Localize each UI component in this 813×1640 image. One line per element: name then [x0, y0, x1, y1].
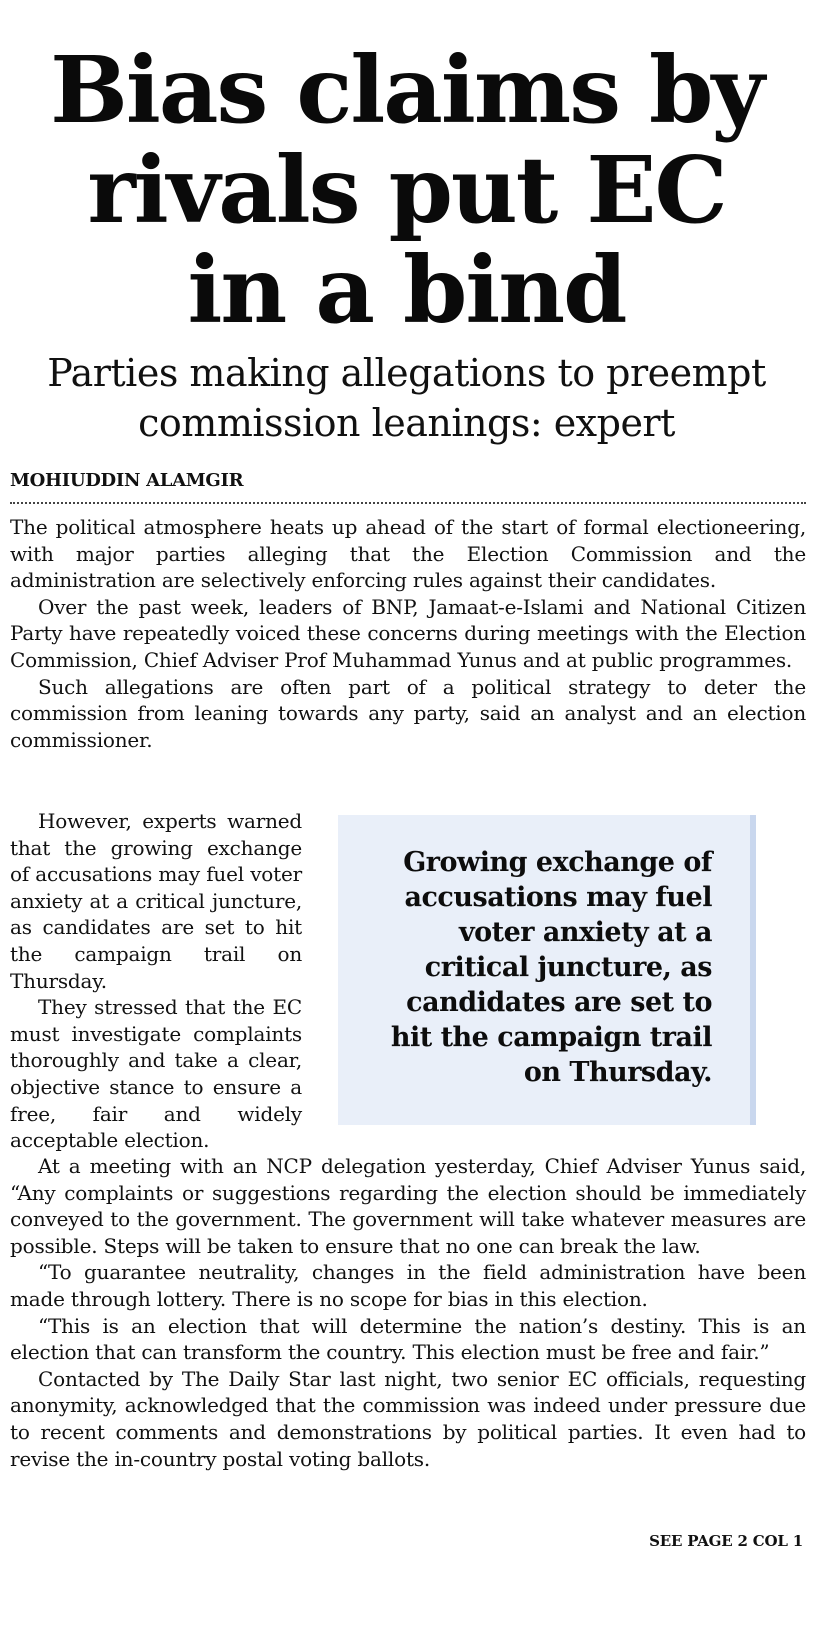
subheadline [0, 348, 813, 448]
subheadline-line: commission leanings: expert [138, 401, 675, 445]
closing-text [10, 1153, 806, 1472]
body-paragraph: They stressed that the EC must investigate complaints thoroughly and take a clear, objective stance to ensure a free, fair and widely acceptable election. [10, 995, 302, 1153]
pull-quote-text: Growing exchange of accusations may fuel voter anxiety at a critical juncture, as candidates are set to hit the campaign trail on Thursday. [390, 847, 712, 1088]
headline-line: rivals put EC [87, 136, 726, 244]
body-paragraph: The political atmosphere heats up ahead of the start of formal electioneering, with major parties alleging that the Election Commission and the administration are selectively enforcing rules against their candidates. [10, 515, 806, 593]
body-paragraph: Such allegations are often part of a political strategy to deter the commission from leaning towards any party, said an analyst and an election commissioner. [10, 674, 806, 752]
intro-text [10, 514, 806, 753]
headline-line: Bias claims by [50, 36, 763, 144]
pull-quote-box [338, 815, 756, 1125]
body-paragraph: However, experts warned that the growing exchange of accusations may fuel voter anxiety at a critical juncture, as candidates are set to hit the campaign trail on Thursday. [10, 809, 302, 993]
side-column-text [10, 808, 302, 1154]
headline-line: in a bind [187, 236, 626, 344]
body-paragraph: Contacted by The Daily Star last night, two senior EC officials, requesting anonymity, acknowledged that the commission was indeed under pressure due to recent comments and demonstrations by political parties. It even had to revise the in-country postal voting ballots. [10, 1366, 806, 1471]
continued-on-link[interactable]: SEE PAGE 2 COL 1 [649, 1532, 803, 1550]
dotted-divider [10, 502, 806, 504]
byline: MOHIUDDIN ALAMGIR [10, 470, 244, 491]
body-paragraph: “To guarantee neutrality, changes in the field administration have been made through lottery. There is no scope for bias in this election. [10, 1260, 806, 1311]
body-paragraph: “This is an election that will determine the nation’s destiny. This is an election that can transform the country. This election must be free and fair.” [10, 1313, 806, 1365]
subheadline-line: Parties making allegations to preempt [47, 351, 766, 395]
body-paragraph: Over the past week, leaders of BNP, Jamaat-e-Islami and National Citizen Party have repeatedly voiced these concerns during meetings with the Election Commission, Chief Adviser Prof Muhammad Yunus and at public programmes. [10, 594, 806, 672]
body-paragraph: At a meeting with an NCP delegation yesterday, Chief Adviser Yunus said, “Any complaints or suggestions regarding the election should be immediately conveyed to the government. The government will take whatever measures are possible. Steps will be taken to ensure that no one can break the law. [10, 1154, 806, 1258]
headline [0, 36, 813, 344]
